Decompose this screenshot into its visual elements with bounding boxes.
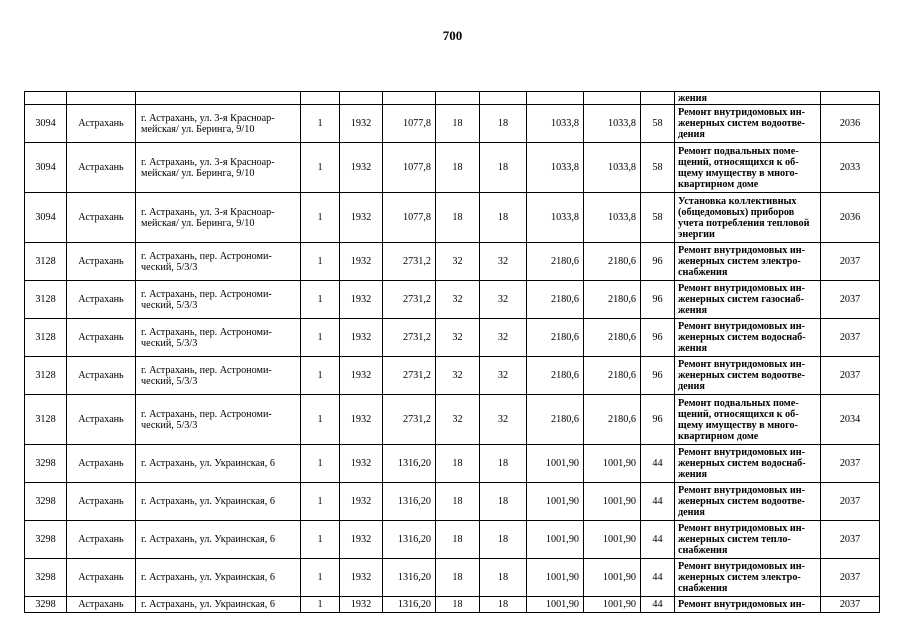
cell-col-8: 18 [480, 559, 527, 597]
continuation-row [25, 92, 880, 105]
cell-work-type: Ремонт внутридомовых ин- женерных систем водоотве- дения [675, 483, 821, 521]
cell-total-area: 2731,2 [383, 319, 436, 357]
cell-planned-year: 2034 [821, 395, 880, 445]
cell-empty [383, 92, 436, 105]
cell-work-type: Ремонт внутридомовых ин- [675, 597, 821, 613]
cell-planned-year: 2033 [821, 143, 880, 193]
cell-col-7: 18 [436, 521, 480, 559]
cell-residents: 44 [641, 445, 675, 483]
cell-total-area: 2731,2 [383, 281, 436, 319]
table-row [25, 143, 880, 193]
cell-residential-area: 1001,90 [584, 597, 641, 613]
cell-city: Астрахань [67, 143, 136, 193]
cell-col-4: 1 [301, 105, 340, 143]
cell-col-8: 32 [480, 395, 527, 445]
cell-work-type: Ремонт внутридомовых ин- женерных систем газоснаб- жения [675, 281, 821, 319]
cell-planned-year: 2037 [821, 597, 880, 613]
cell-residential-area: 1001,90 [584, 445, 641, 483]
cell-year-built: 1932 [340, 597, 383, 613]
cell-year-built: 1932 [340, 521, 383, 559]
cell-col-7: 32 [436, 243, 480, 281]
cell-house-id: 3298 [25, 483, 67, 521]
page-number: 700 [442, 28, 463, 43]
cell-empty [821, 92, 880, 105]
table-row [25, 445, 880, 483]
cell-planned-year: 2037 [821, 357, 880, 395]
cell-col-7: 18 [436, 597, 480, 613]
table-row [25, 521, 880, 559]
table-row [25, 559, 880, 597]
cell-address: г. Астрахань, пер. Астрономи- ческий, 5/3/3 [136, 319, 301, 357]
cell-col-8: 18 [480, 483, 527, 521]
cell-work-type: Ремонт внутридомовых ин- женерных систем электро- снабжения [675, 243, 821, 281]
cell-col-8: 32 [480, 357, 527, 395]
cell-planned-year: 2037 [821, 243, 880, 281]
capital-repair-table [24, 91, 880, 613]
cell-living-area: 2180,6 [527, 357, 584, 395]
cell-living-area: 1001,90 [527, 597, 584, 613]
cell-living-area: 2180,6 [527, 243, 584, 281]
cell-year-built: 1932 [340, 319, 383, 357]
cell-col-7: 32 [436, 319, 480, 357]
cell-work-type: Ремонт подвальных поме- щений, относящихся к об- щему имуществу в много- квартирном доме [675, 395, 821, 445]
cell-planned-year: 2036 [821, 105, 880, 143]
cell-work-type: Ремонт внутридомовых ин- женерных систем водоснаб- жения [675, 319, 821, 357]
cell-col-8: 18 [480, 597, 527, 613]
cell-col-8: 18 [480, 105, 527, 143]
cell-col-4: 1 [301, 597, 340, 613]
table-row [25, 319, 880, 357]
cell-residents: 96 [641, 357, 675, 395]
cell-address: г. Астрахань, ул. Украинская, 6 [136, 521, 301, 559]
cell-house-id: 3094 [25, 143, 67, 193]
cell-house-id: 3094 [25, 193, 67, 243]
cell-city: Астрахань [67, 193, 136, 243]
cell-house-id: 3298 [25, 445, 67, 483]
cell-col-7: 32 [436, 281, 480, 319]
cell-total-area: 1316,20 [383, 483, 436, 521]
cell-living-area: 1033,8 [527, 193, 584, 243]
cell-city: Астрахань [67, 281, 136, 319]
cell-residential-area: 2180,6 [584, 281, 641, 319]
cell-col-4: 1 [301, 281, 340, 319]
cell-col-4: 1 [301, 559, 340, 597]
cell-residents: 44 [641, 597, 675, 613]
cell-col-4: 1 [301, 143, 340, 193]
cell-address: г. Астрахань, ул. Украинская, 6 [136, 483, 301, 521]
cell-planned-year: 2036 [821, 193, 880, 243]
cell-planned-year: 2037 [821, 445, 880, 483]
table-row [25, 483, 880, 521]
cell-col-4: 1 [301, 319, 340, 357]
cell-house-id: 3094 [25, 105, 67, 143]
cell-total-area: 1077,8 [383, 143, 436, 193]
cell-living-area: 1001,90 [527, 521, 584, 559]
cell-residential-area: 2180,6 [584, 357, 641, 395]
cell-residential-area: 1001,90 [584, 483, 641, 521]
cell-city: Астрахань [67, 559, 136, 597]
table-row [25, 597, 880, 613]
cell-col-7: 18 [436, 559, 480, 597]
cell-residential-area: 1033,8 [584, 143, 641, 193]
cell-residential-area: 2180,6 [584, 319, 641, 357]
cell-city: Астрахань [67, 243, 136, 281]
cell-col-7: 18 [436, 445, 480, 483]
cell-address: г. Астрахань, ул. 3-я Красноар- мейская/ ул. Беринга, 9/10 [136, 143, 301, 193]
cell-planned-year: 2037 [821, 483, 880, 521]
cell-city: Астрахань [67, 483, 136, 521]
cell-house-id: 3128 [25, 395, 67, 445]
cell-living-area: 2180,6 [527, 281, 584, 319]
cell-planned-year: 2037 [821, 281, 880, 319]
cell-residents: 58 [641, 105, 675, 143]
cell-planned-year: 2037 [821, 559, 880, 597]
cell-year-built: 1932 [340, 395, 383, 445]
cell-work-type: Ремонт внутридомовых ин- женерных систем водоотве- дения [675, 105, 821, 143]
cell-living-area: 2180,6 [527, 319, 584, 357]
cell-residential-area: 1001,90 [584, 521, 641, 559]
cell-year-built: 1932 [340, 559, 383, 597]
cell-col-4: 1 [301, 357, 340, 395]
cell-residential-area: 2180,6 [584, 243, 641, 281]
cell-empty [436, 92, 480, 105]
cell-residents: 58 [641, 143, 675, 193]
cell-total-area: 1316,20 [383, 521, 436, 559]
table-row [25, 193, 880, 243]
cell-work-type: Ремонт подвальных поме- щений, относящихся к об- щему имуществу в много- квартирном доме [675, 143, 821, 193]
cell-empty [340, 92, 383, 105]
cell-col-7: 18 [436, 105, 480, 143]
cell-total-area: 2731,2 [383, 395, 436, 445]
cell-residents: 96 [641, 243, 675, 281]
cell-col-8: 32 [480, 281, 527, 319]
cell-col-7: 18 [436, 143, 480, 193]
cell-residents: 96 [641, 281, 675, 319]
cell-house-id: 3298 [25, 559, 67, 597]
cell-total-area: 2731,2 [383, 357, 436, 395]
cell-work-type: Ремонт внутридомовых ин- женерных систем водоотве- дения [675, 357, 821, 395]
cell-residents: 96 [641, 319, 675, 357]
cell-empty [480, 92, 527, 105]
cell-living-area: 1033,8 [527, 105, 584, 143]
cell-address: г. Астрахань, ул. 3-я Красноар- мейская/ ул. Беринга, 9/10 [136, 105, 301, 143]
cell-empty [136, 92, 301, 105]
cell-city: Астрахань [67, 521, 136, 559]
cell-year-built: 1932 [340, 243, 383, 281]
cell-col-7: 18 [436, 483, 480, 521]
cell-house-id: 3128 [25, 281, 67, 319]
cell-address: г. Астрахань, ул. Украинская, 6 [136, 445, 301, 483]
cell-residential-area: 1001,90 [584, 559, 641, 597]
cell-living-area: 1001,90 [527, 445, 584, 483]
cell-col-8: 18 [480, 521, 527, 559]
cell-year-built: 1932 [340, 105, 383, 143]
cell-work-type: Ремонт внутридомовых ин- женерных систем тепло- снабжения [675, 521, 821, 559]
cell-col-4: 1 [301, 243, 340, 281]
cell-city: Астрахань [67, 357, 136, 395]
cell-city: Астрахань [67, 597, 136, 613]
table-row [25, 395, 880, 445]
cell-house-id: 3128 [25, 357, 67, 395]
cell-col-7: 32 [436, 357, 480, 395]
cell-house-id: 3298 [25, 597, 67, 613]
cell-year-built: 1932 [340, 445, 383, 483]
cell-living-area: 1033,8 [527, 143, 584, 193]
cell-living-area: 1001,90 [527, 483, 584, 521]
cell-total-area: 1077,8 [383, 193, 436, 243]
cell-year-built: 1932 [340, 357, 383, 395]
table-row [25, 281, 880, 319]
cell-residents: 44 [641, 559, 675, 597]
cell-residential-area: 1033,8 [584, 193, 641, 243]
cell-work-type: жения [675, 92, 821, 105]
cell-year-built: 1932 [340, 281, 383, 319]
cell-work-type: Установка коллективных (общедомовых) приборов учета потребления тепловой энергии [675, 193, 821, 243]
cell-city: Астрахань [67, 395, 136, 445]
cell-col-8: 32 [480, 319, 527, 357]
cell-empty [584, 92, 641, 105]
cell-residential-area: 2180,6 [584, 395, 641, 445]
cell-year-built: 1932 [340, 193, 383, 243]
cell-total-area: 1316,20 [383, 445, 436, 483]
cell-city: Астрахань [67, 445, 136, 483]
cell-empty [527, 92, 584, 105]
cell-col-8: 18 [480, 193, 527, 243]
cell-col-7: 18 [436, 193, 480, 243]
cell-col-4: 1 [301, 521, 340, 559]
cell-empty [301, 92, 340, 105]
cell-city: Астрахань [67, 319, 136, 357]
cell-residents: 96 [641, 395, 675, 445]
table-body [25, 92, 880, 613]
cell-col-4: 1 [301, 395, 340, 445]
cell-planned-year: 2037 [821, 521, 880, 559]
cell-city: Астрахань [67, 105, 136, 143]
cell-address: г. Астрахань, ул. Украинская, 6 [136, 559, 301, 597]
cell-address: г. Астрахань, пер. Астрономи- ческий, 5/3/3 [136, 395, 301, 445]
cell-residents: 58 [641, 193, 675, 243]
cell-work-type: Ремонт внутридомовых ин- женерных систем водоснаб- жения [675, 445, 821, 483]
cell-planned-year: 2037 [821, 319, 880, 357]
cell-total-area: 2731,2 [383, 243, 436, 281]
cell-total-area: 1077,8 [383, 105, 436, 143]
cell-total-area: 1316,20 [383, 559, 436, 597]
cell-address: г. Астрахань, пер. Астрономи- ческий, 5/3/3 [136, 243, 301, 281]
cell-empty [641, 92, 675, 105]
table-row [25, 357, 880, 395]
cell-house-id: 3298 [25, 521, 67, 559]
cell-living-area: 1001,90 [527, 559, 584, 597]
cell-empty [67, 92, 136, 105]
cell-address: г. Астрахань, ул. Украинская, 6 [136, 597, 301, 613]
cell-total-area: 1316,20 [383, 597, 436, 613]
cell-residents: 44 [641, 521, 675, 559]
cell-col-4: 1 [301, 483, 340, 521]
cell-address: г. Астрахань, ул. 3-я Красноар- мейская/ ул. Беринга, 9/10 [136, 193, 301, 243]
cell-residential-area: 1033,8 [584, 105, 641, 143]
cell-empty [25, 92, 67, 105]
cell-year-built: 1932 [340, 143, 383, 193]
cell-house-id: 3128 [25, 243, 67, 281]
cell-address: г. Астрахань, пер. Астрономи- ческий, 5/3/3 [136, 281, 301, 319]
cell-col-4: 1 [301, 445, 340, 483]
cell-col-8: 18 [480, 143, 527, 193]
table-row [25, 105, 880, 143]
cell-col-8: 32 [480, 243, 527, 281]
cell-col-8: 18 [480, 445, 527, 483]
cell-residents: 44 [641, 483, 675, 521]
cell-year-built: 1932 [340, 483, 383, 521]
table-row [25, 243, 880, 281]
cell-house-id: 3128 [25, 319, 67, 357]
cell-address: г. Астрахань, пер. Астрономи- ческий, 5/3/3 [136, 357, 301, 395]
cell-living-area: 2180,6 [527, 395, 584, 445]
cell-col-4: 1 [301, 193, 340, 243]
cell-col-7: 32 [436, 395, 480, 445]
cell-work-type: Ремонт внутридомовых ин- женерных систем электро- снабжения [675, 559, 821, 597]
